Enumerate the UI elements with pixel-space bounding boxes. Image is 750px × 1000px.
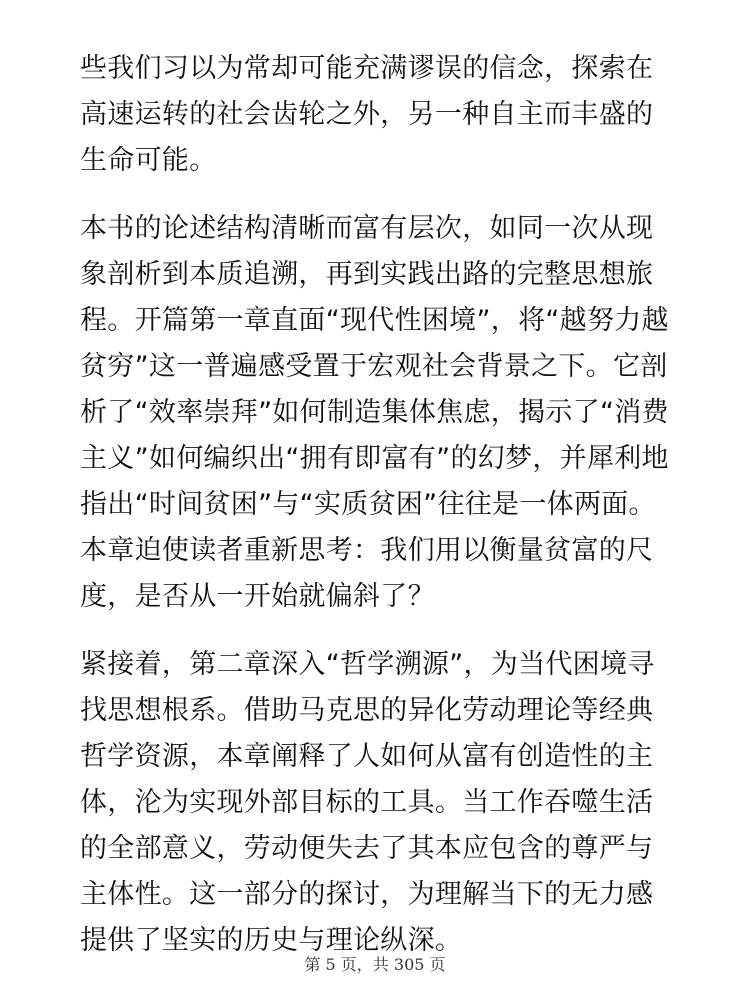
body-paragraph: 紧接着，第二章深入“哲学溯源”，为当代困境寻找思想根系。借助马克思的异化劳动理论等经典哲学资源，本章阐释了人如何从富有创造性的主体，沦为实现外部目标的工具。当工作吞噬生活的全部意义，劳动便失去了其本应包含的尊严与主体性。这一部分的探讨，为理解当下的无力感提供了坚实的历史与理论纵深。 xyxy=(80,649,655,956)
body-paragraph: 些我们习以为常却可能充满谬误的信念，探索在高速运转的社会齿轮之外，另一种自主而丰盛的生命可能。 xyxy=(80,53,654,176)
body-paragraph: 本书的论述结构清晰而富有层次，如同一次从现象剖析到本质追溯，再到实践出路的完整思想旅程。开篇第一章直面“现代性困境”，将“越努力越贫穷”这一普遍感受置于宏观社会背景之下。它剖析了“效率崇拜”如何制造集体焦虑，揭示了“消费主义”如何编织出“拥有即富有”的幻梦，并犀利地指出“时间贫困”与“实质贫困”往往是一体两面。本章迫使读者重新思考：我们用以衡量贫富的尺度，是否从一开始就偏斜了？ xyxy=(80,213,669,612)
page-body xyxy=(80,46,670,986)
page-number: 第 5 页，共 305 页 xyxy=(304,955,446,974)
